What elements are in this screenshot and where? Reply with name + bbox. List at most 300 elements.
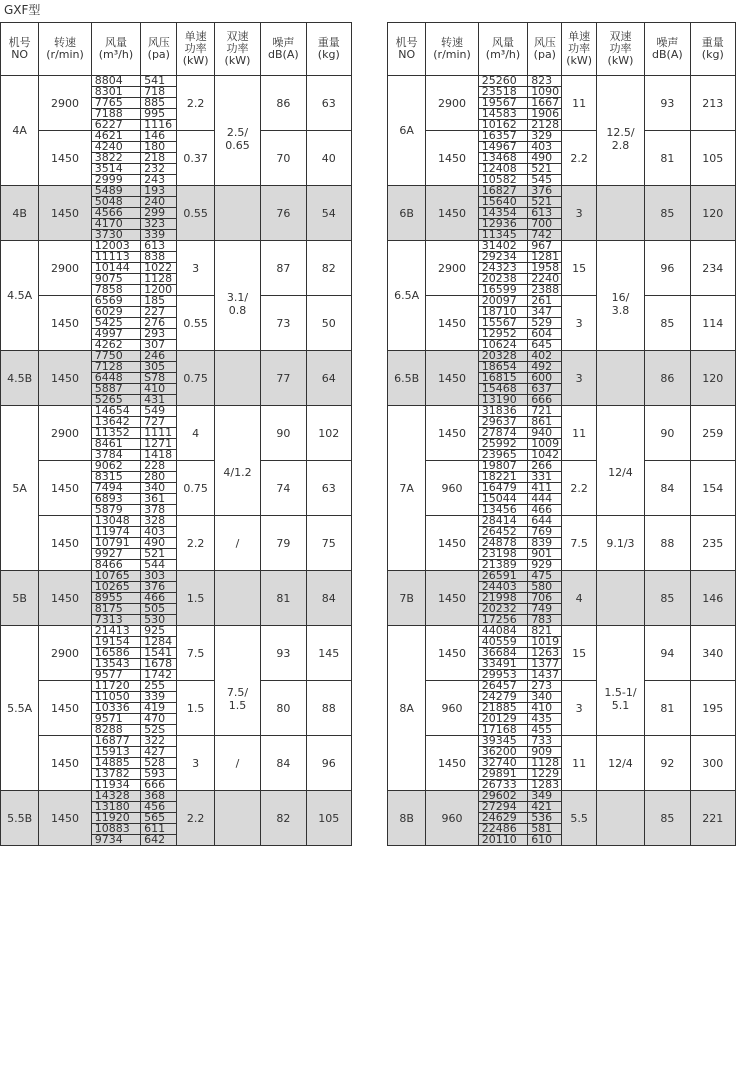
flow-value: 9075 [91, 274, 140, 285]
flow-value: 7128 [91, 362, 140, 373]
flow-value: 11934 [91, 780, 140, 791]
flow-value: 7494 [91, 483, 140, 494]
flow-value: 39345 [478, 736, 527, 747]
pressure-value: 402 [528, 351, 562, 362]
pressure-value: 305 [141, 362, 177, 373]
single-power-value: 7.5 [562, 516, 596, 571]
weight-value: 154 [690, 461, 735, 516]
table-header [388, 23, 736, 76]
flow-value: 4240 [91, 142, 140, 153]
flow-value: 13456 [478, 505, 527, 516]
pressure-value: 666 [141, 780, 177, 791]
model-number: 4.5B [1, 351, 39, 406]
table-row [1, 626, 352, 637]
flow-value: 10791 [91, 538, 140, 549]
weight-value: 84 [306, 571, 351, 626]
pressure-value: 769 [528, 527, 562, 538]
flow-value: 23965 [478, 450, 527, 461]
speed-value: 1450 [39, 571, 91, 626]
pressure-value: 243 [141, 175, 177, 186]
pressure-value: 637 [528, 384, 562, 395]
pressure-value: 490 [141, 538, 177, 549]
pressure-value: 545 [528, 175, 562, 186]
dual-power-value [214, 351, 260, 406]
pressure-value: 466 [528, 505, 562, 516]
dual-power-value: 3.1/ 0.8 [214, 241, 260, 351]
flow-value: 16357 [478, 131, 527, 142]
dual-power-value [596, 571, 644, 626]
weight-value: 105 [690, 131, 735, 186]
flow-value: 4621 [91, 131, 140, 142]
pressure-value: 706 [528, 593, 562, 604]
flow-value: 18710 [478, 307, 527, 318]
pressure-value: 52S [141, 725, 177, 736]
weight-value: 146 [690, 571, 735, 626]
noise-value: 86 [261, 76, 306, 131]
speed-value: 2900 [426, 76, 478, 131]
pressure-value: 718 [141, 87, 177, 98]
flow-value: 36684 [478, 648, 527, 659]
single-power-value: 2.2 [177, 791, 214, 846]
table-row [388, 186, 736, 197]
table-row [1, 131, 352, 142]
single-power-value: 15 [562, 241, 596, 296]
pressure-value: 995 [141, 109, 177, 120]
table-body [388, 76, 736, 846]
noise-value: 93 [261, 626, 306, 681]
noise-value: 93 [645, 76, 690, 131]
single-power-value: 11 [562, 736, 596, 791]
dual-power-value [596, 791, 644, 846]
flow-value: 11974 [91, 527, 140, 538]
pressure-value: 839 [528, 538, 562, 549]
table-row [1, 296, 352, 307]
pressure-value: 541 [141, 76, 177, 87]
flow-value: 5489 [91, 186, 140, 197]
pressure-value: 666 [528, 395, 562, 406]
pressure-value: 611 [141, 824, 177, 835]
pressure-value: 1128 [528, 758, 562, 769]
pressure-value: 146 [141, 131, 177, 142]
flow-value: 9571 [91, 714, 140, 725]
dual-power-value: 12/4 [596, 406, 644, 516]
pressure-value: 246 [141, 351, 177, 362]
weight-value: 340 [690, 626, 735, 681]
flow-value: 29953 [478, 670, 527, 681]
speed-value: 1450 [426, 406, 478, 461]
flow-value: 29891 [478, 769, 527, 780]
weight-value: 195 [690, 681, 735, 736]
pressure-value: 727 [141, 417, 177, 428]
noise-value: 79 [261, 516, 306, 571]
flow-value: 21389 [478, 560, 527, 571]
pressure-value: 1116 [141, 120, 177, 131]
single-power-value: 4 [177, 406, 214, 461]
table-row [1, 571, 352, 582]
pressure-value: 361 [141, 494, 177, 505]
flow-value: 15567 [478, 318, 527, 329]
flow-value: 17256 [478, 615, 527, 626]
speed-value: 1450 [39, 186, 91, 241]
flow-value: 14654 [91, 406, 140, 417]
pressure-value: 328 [141, 516, 177, 527]
pressure-value: 1284 [141, 637, 177, 648]
pressure-value: 492 [528, 362, 562, 373]
noise-value: 73 [261, 296, 306, 351]
pressure-value: 410 [141, 384, 177, 395]
weight-value: 50 [306, 296, 351, 351]
flow-value: 20328 [478, 351, 527, 362]
single-power-value: 0.37 [177, 131, 214, 186]
speed-value: 2900 [39, 76, 91, 131]
flow-value: 22486 [478, 824, 527, 835]
flow-value: 11345 [478, 230, 527, 241]
speed-value: 1450 [426, 186, 478, 241]
noise-value: 80 [261, 681, 306, 736]
model-number: 6.5A [388, 241, 426, 351]
flow-value: 19154 [91, 637, 140, 648]
pressure-value: 347 [528, 307, 562, 318]
pressure-value: 529 [528, 318, 562, 329]
table-row [388, 681, 736, 692]
speed-value: 1450 [39, 131, 91, 186]
pressure-value: 1281 [528, 252, 562, 263]
flow-value: 40559 [478, 637, 527, 648]
single-power-value: 0.55 [177, 186, 214, 241]
flow-value: 27874 [478, 428, 527, 439]
speed-value: 1450 [39, 296, 91, 351]
table-row [388, 296, 736, 307]
pressure-value: 280 [141, 472, 177, 483]
single-power-value: 3 [177, 241, 214, 296]
flow-value: 15913 [91, 747, 140, 758]
dual-power-value: 12/4 [596, 736, 644, 791]
single-power-value: 1.5 [177, 681, 214, 736]
flow-value: 7313 [91, 615, 140, 626]
model-number: 8A [388, 626, 426, 791]
pressure-value: 331 [528, 472, 562, 483]
speed-value: 1450 [426, 351, 478, 406]
table-row [388, 406, 736, 417]
flow-value: 10883 [91, 824, 140, 835]
flow-value: 8301 [91, 87, 140, 98]
pressure-value: 218 [141, 153, 177, 164]
pressure-value: 185 [141, 296, 177, 307]
pressure-value: 490 [528, 153, 562, 164]
flow-value: 8461 [91, 439, 140, 450]
flow-value: 7765 [91, 98, 140, 109]
speed-value: 1450 [39, 791, 91, 846]
pressure-value: 783 [528, 615, 562, 626]
flow-value: 3514 [91, 164, 140, 175]
pressure-value: 1271 [141, 439, 177, 450]
table-row [388, 791, 736, 802]
flow-value: 8955 [91, 593, 140, 604]
pressure-value: 1742 [141, 670, 177, 681]
pressure-value: 909 [528, 747, 562, 758]
pressure-value: 444 [528, 494, 562, 505]
single-power-value: 3 [562, 296, 596, 351]
pressure-value: 940 [528, 428, 562, 439]
flow-value: 16815 [478, 373, 527, 384]
speed-value: 2900 [39, 241, 91, 296]
model-number: 4B [1, 186, 39, 241]
flow-value: 29637 [478, 417, 527, 428]
pressure-value: 232 [141, 164, 177, 175]
table-row [388, 736, 736, 747]
flow-value: 21413 [91, 626, 140, 637]
header-speed: 转速 (r/min) [39, 23, 91, 76]
noise-value: 77 [261, 351, 306, 406]
flow-value: 11113 [91, 252, 140, 263]
table-header [1, 23, 352, 76]
single-power-value: 15 [562, 626, 596, 681]
noise-value: 90 [645, 406, 690, 461]
table-row [1, 791, 352, 802]
flow-value: 6029 [91, 307, 140, 318]
flow-value: 6227 [91, 120, 140, 131]
pressure-value: 1090 [528, 87, 562, 98]
noise-value: 85 [645, 186, 690, 241]
table-row [1, 186, 352, 197]
pressure-value: 742 [528, 230, 562, 241]
dual-power-value: / [214, 516, 260, 571]
flow-value: 36200 [478, 747, 527, 758]
flow-value: 15640 [478, 197, 527, 208]
pressure-value: 1042 [528, 450, 562, 461]
flow-value: 16586 [91, 648, 140, 659]
pressure-value: 1019 [528, 637, 562, 648]
pressure-value: 600 [528, 373, 562, 384]
flow-value: 5265 [91, 395, 140, 406]
noise-value: 92 [645, 736, 690, 791]
spec-table-right [387, 22, 736, 846]
pressure-value: 925 [141, 626, 177, 637]
weight-value: 145 [306, 626, 351, 681]
flow-value: 25260 [478, 76, 527, 87]
speed-value: 960 [426, 461, 478, 516]
flow-value: 16877 [91, 736, 140, 747]
dual-power-value: 12.5/ 2.8 [596, 76, 644, 186]
pressure-value: 466 [141, 593, 177, 604]
flow-value: 16599 [478, 285, 527, 296]
header-weight: 重量 (kg) [306, 23, 351, 76]
pressure-value: 901 [528, 549, 562, 560]
model-number: 5A [1, 406, 39, 571]
single-power-value: 1.5 [177, 571, 214, 626]
pressure-value: 838 [141, 252, 177, 263]
pressure-value: 323 [141, 219, 177, 230]
weight-value: 235 [690, 516, 735, 571]
speed-value: 960 [426, 791, 478, 846]
flow-value: 13048 [91, 516, 140, 527]
flow-value: 33491 [478, 659, 527, 670]
weight-value: 300 [690, 736, 735, 791]
weight-value: 64 [306, 351, 351, 406]
flow-value: 13180 [91, 802, 140, 813]
pressure-value: 593 [141, 769, 177, 780]
flow-value: 9577 [91, 670, 140, 681]
flow-value: 19567 [478, 98, 527, 109]
header-single-power: 单速 功率 (kW) [562, 23, 596, 76]
pressure-value: 521 [141, 549, 177, 560]
model-number: 6A [388, 76, 426, 186]
model-number: 5.5B [1, 791, 39, 846]
pressure-value: 431 [141, 395, 177, 406]
weight-value: 114 [690, 296, 735, 351]
dual-power-value [596, 186, 644, 241]
flow-value: 10582 [478, 175, 527, 186]
single-power-value: 4 [562, 571, 596, 626]
pressure-value: 411 [528, 483, 562, 494]
flow-value: 32740 [478, 758, 527, 769]
flow-value: 29234 [478, 252, 527, 263]
single-power-value: 5.5 [562, 791, 596, 846]
pressure-value: 266 [528, 461, 562, 472]
table-row [1, 241, 352, 252]
weight-value: 63 [306, 461, 351, 516]
flow-value: 18221 [478, 472, 527, 483]
flow-value: 9734 [91, 835, 140, 846]
pressure-value: 733 [528, 736, 562, 747]
header-pressure: 风压 (pa) [528, 23, 562, 76]
flow-value: 26591 [478, 571, 527, 582]
pressure-value: S78 [141, 373, 177, 384]
table-row [388, 76, 736, 87]
flow-value: 31836 [478, 406, 527, 417]
speed-value: 2900 [426, 241, 478, 296]
flow-value: 13468 [478, 153, 527, 164]
flow-value: 8466 [91, 560, 140, 571]
pressure-value: 1200 [141, 285, 177, 296]
flow-value: 6893 [91, 494, 140, 505]
dual-power-value [596, 351, 644, 406]
flow-value: 11920 [91, 813, 140, 824]
flow-value: 24323 [478, 263, 527, 274]
single-power-value: 2.2 [562, 131, 596, 186]
pressure-value: 823 [528, 76, 562, 87]
pressure-value: 1541 [141, 648, 177, 659]
dual-power-value: 4/1.2 [214, 406, 260, 516]
single-power-value: 2.2 [177, 516, 214, 571]
dual-power-value [214, 791, 260, 846]
flow-value: 9062 [91, 461, 140, 472]
pressure-value: 410 [528, 703, 562, 714]
table-row [388, 516, 736, 527]
table-row [388, 351, 736, 362]
flow-value: 10336 [91, 703, 140, 714]
flow-value: 5048 [91, 197, 140, 208]
pressure-value: 378 [141, 505, 177, 516]
flow-value: 8288 [91, 725, 140, 736]
flow-value: 16827 [478, 186, 527, 197]
pressure-value: 340 [528, 692, 562, 703]
noise-value: 85 [645, 571, 690, 626]
pressure-value: 435 [528, 714, 562, 725]
noise-value: 85 [645, 791, 690, 846]
flow-value: 10624 [478, 340, 527, 351]
pressure-value: 861 [528, 417, 562, 428]
pressure-value: 505 [141, 604, 177, 615]
noise-value: 85 [645, 296, 690, 351]
flow-value: 20232 [478, 604, 527, 615]
document-title: GXF型 [4, 3, 41, 17]
pressure-value: 929 [528, 560, 562, 571]
flow-value: 15044 [478, 494, 527, 505]
weight-value: 221 [690, 791, 735, 846]
single-power-value: 3 [177, 736, 214, 791]
pressure-value: 536 [528, 813, 562, 824]
flow-value: 11720 [91, 681, 140, 692]
pressure-value: 376 [528, 186, 562, 197]
flow-value: 26452 [478, 527, 527, 538]
single-power-value: 7.5 [177, 626, 214, 681]
header-model: 机号 NO [1, 23, 39, 76]
flow-value: 20110 [478, 835, 527, 846]
flow-value: 6448 [91, 373, 140, 384]
pressure-value: 329 [528, 131, 562, 142]
table-row [1, 516, 352, 527]
flow-value: 12936 [478, 219, 527, 230]
noise-value: 86 [645, 351, 690, 406]
flow-value: 10265 [91, 582, 140, 593]
flow-value: 2999 [91, 175, 140, 186]
pressure-value: 644 [528, 516, 562, 527]
speed-value: 1450 [39, 681, 91, 736]
flow-value: 7188 [91, 109, 140, 120]
pressure-value: 339 [141, 230, 177, 241]
flow-value: 26733 [478, 780, 527, 791]
model-number: 7B [388, 571, 426, 626]
pressure-value: 642 [141, 835, 177, 846]
noise-value: 82 [261, 791, 306, 846]
pressure-value: 228 [141, 461, 177, 472]
single-power-value: 0.75 [177, 351, 214, 406]
speed-value: 1450 [426, 516, 478, 571]
weight-value: 54 [306, 186, 351, 241]
flow-value: 31402 [478, 241, 527, 252]
model-number: 4A [1, 76, 39, 186]
dual-power-value: 16/ 3.8 [596, 241, 644, 351]
flow-value: 10162 [478, 120, 527, 131]
pressure-value: 1009 [528, 439, 562, 450]
flow-value: 8315 [91, 472, 140, 483]
weight-value: 120 [690, 186, 735, 241]
pressure-value: 1128 [141, 274, 177, 285]
flow-value: 19807 [478, 461, 527, 472]
speed-value: 2900 [39, 626, 91, 681]
model-number: 6.5B [388, 351, 426, 406]
header-speed: 转速 (r/min) [426, 23, 478, 76]
pressure-value: 1377 [528, 659, 562, 670]
weight-value: 259 [690, 406, 735, 461]
weight-value: 102 [306, 406, 351, 461]
flow-value: 13543 [91, 659, 140, 670]
flow-value: 5879 [91, 505, 140, 516]
flow-value: 21998 [478, 593, 527, 604]
pressure-value: 403 [141, 527, 177, 538]
pressure-value: 580 [528, 582, 562, 593]
table-row [388, 131, 736, 142]
pressure-value: 193 [141, 186, 177, 197]
single-power-value: 11 [562, 76, 596, 131]
pressure-value: 349 [528, 791, 562, 802]
flow-value: 5425 [91, 318, 140, 329]
flow-value: 12952 [478, 329, 527, 340]
weight-value: 63 [306, 76, 351, 131]
single-power-value: 3 [562, 681, 596, 736]
single-power-value: 2.2 [562, 461, 596, 516]
